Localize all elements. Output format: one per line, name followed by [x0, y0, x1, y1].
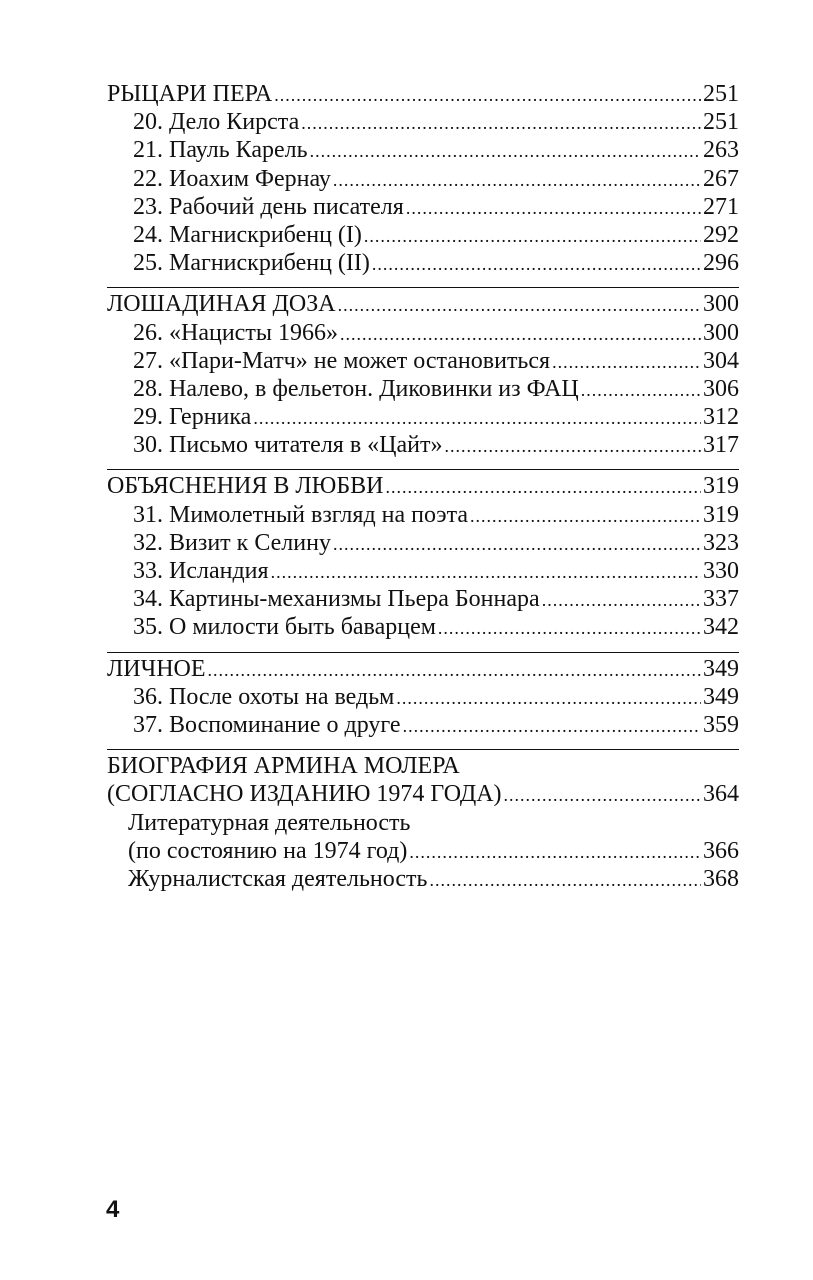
- leader-dots: [301, 109, 701, 137]
- entry-title: 31. Мимолетный взгляд на поэта: [133, 501, 469, 528]
- section-heading: [107, 80, 739, 108]
- toc-entry: [107, 193, 739, 221]
- section-title-continued: (СОГЛАСНО ИЗДАНИЮ 1974 ГОДА): [107, 781, 502, 808]
- entry-page: 251: [703, 109, 739, 136]
- toc-entry-continued: [107, 837, 739, 865]
- toc-section-knights: [107, 78, 739, 277]
- section-page: 251: [703, 81, 739, 107]
- entry-page: 300: [703, 319, 739, 346]
- toc-entry: [107, 221, 739, 249]
- entry-title-continued: (по состоянию на 1974 год): [128, 837, 408, 864]
- entry-page: 366: [703, 837, 739, 864]
- entry-title: Литературная деятельность: [128, 809, 411, 836]
- toc-entry: [107, 108, 739, 136]
- toc-entry: [107, 431, 739, 459]
- leader-dots: [429, 866, 701, 894]
- toc-entry: [107, 501, 739, 529]
- entry-page: 359: [703, 711, 739, 738]
- toc-entry: [107, 136, 739, 164]
- entry-title: 24. Магнискрибенц (I): [133, 221, 362, 248]
- section-heading: [107, 655, 739, 683]
- page-number: 4: [106, 1196, 120, 1223]
- toc-entry: [107, 585, 739, 613]
- toc-entry: [107, 865, 739, 893]
- entry-page: 317: [703, 432, 739, 459]
- toc-section-biography: [107, 749, 739, 893]
- entry-page: 337: [703, 586, 739, 613]
- leader-dots: [581, 376, 701, 404]
- entry-page: 312: [703, 404, 739, 431]
- toc-entry: [107, 613, 739, 641]
- toc-entry: [107, 557, 739, 585]
- leader-dots: [310, 137, 701, 165]
- toc-section-declarations: [107, 469, 739, 641]
- section-title: БИОГРАФИЯ АРМИНА МОЛЕРА: [107, 753, 460, 780]
- leader-dots: [445, 432, 702, 460]
- section-heading: [107, 472, 739, 500]
- entry-title: 36. После охоты на ведьм: [133, 683, 395, 710]
- section-title: ОБЪЯСНЕНИЯ В ЛЮБВИ: [107, 473, 384, 500]
- section-page: 364: [703, 781, 739, 808]
- leader-dots: [542, 586, 701, 614]
- toc-entry: [107, 249, 739, 277]
- leader-dots: [364, 222, 701, 250]
- entry-page: 263: [703, 137, 739, 164]
- entry-page: 323: [703, 529, 739, 556]
- entry-title: 35. О милости быть баварцем: [133, 614, 436, 641]
- entry-title: 22. Иоахим Фернау: [133, 165, 331, 192]
- leader-dots: [403, 712, 701, 740]
- leader-dots: [504, 781, 701, 809]
- entry-page: 330: [703, 558, 739, 584]
- entry-page: 267: [703, 165, 739, 192]
- leader-dots: [552, 348, 701, 376]
- section-heading: [107, 752, 739, 780]
- leader-dots: [274, 81, 701, 109]
- toc-entry: [107, 711, 739, 739]
- leader-dots: [372, 250, 701, 278]
- toc-section-personal: [107, 652, 739, 740]
- entry-page: 304: [703, 347, 739, 374]
- section-heading: [107, 290, 739, 318]
- entry-page: 342: [703, 614, 739, 641]
- entry-page: 292: [703, 221, 739, 248]
- entry-page: 319: [703, 501, 739, 528]
- leader-dots: [271, 558, 701, 586]
- leader-dots: [333, 530, 701, 558]
- leader-dots: [333, 166, 701, 194]
- section-page: 300: [703, 291, 739, 318]
- entry-title: 37. Воспоминание о друге: [133, 711, 401, 738]
- toc-entry: [107, 683, 739, 711]
- leader-dots: [208, 656, 701, 684]
- entry-page: 349: [703, 683, 739, 710]
- entry-title: 33. Исландия: [133, 558, 269, 584]
- table-of-contents: [107, 78, 739, 903]
- entry-title: Журналистская деятельность: [128, 865, 428, 892]
- entry-title: 32. Визит к Селину: [133, 529, 331, 556]
- leader-dots: [385, 473, 701, 501]
- toc-entry: [107, 319, 739, 347]
- toc-entry: [107, 403, 739, 431]
- entry-title: 30. Письмо читателя в «Цайт»: [133, 432, 443, 459]
- entry-title: 23. Рабочий день писателя: [133, 193, 404, 220]
- entry-page: 271: [703, 193, 739, 220]
- leader-dots: [438, 614, 701, 642]
- leader-dots: [253, 404, 701, 432]
- entry-title: 25. Магнискрибенц (II): [133, 250, 370, 277]
- entry-page: 368: [703, 865, 739, 892]
- section-title: ЛИЧНОЕ: [107, 655, 206, 682]
- entry-title: 29. Герника: [133, 404, 252, 431]
- leader-dots: [406, 194, 701, 222]
- entry-title: 26. «Нацисты 1966»: [133, 319, 338, 346]
- entry-title: 27. «Пари-Матч» не может остановиться: [133, 347, 551, 374]
- entry-page: 306: [703, 375, 739, 402]
- leader-dots: [396, 684, 701, 712]
- entry-title: 20. Дело Кирста: [133, 109, 300, 136]
- entry-title: 28. Налево, в фельетон. Диковинки из ФАЦ: [133, 375, 579, 402]
- entry-title: 21. Пауль Карель: [133, 137, 308, 164]
- toc-entry: [107, 809, 739, 837]
- section-title: РЫЦАРИ ПЕРА: [107, 81, 273, 107]
- leader-dots: [470, 502, 701, 530]
- leader-dots: [340, 320, 701, 348]
- section-heading-continued: [107, 780, 739, 808]
- leader-dots: [338, 291, 701, 319]
- toc-entry: [107, 529, 739, 557]
- leader-dots: [409, 838, 701, 866]
- section-page: 319: [703, 473, 739, 500]
- section-page: 349: [703, 655, 739, 682]
- entry-page: 296: [703, 250, 739, 277]
- entry-title: 34. Картины-механизмы Пьера Боннара: [133, 586, 540, 613]
- toc-section-horse-dose: [107, 287, 739, 459]
- toc-entry: [107, 165, 739, 193]
- section-title: ЛОШАДИНАЯ ДОЗА: [107, 291, 336, 318]
- toc-entry: [107, 347, 739, 375]
- toc-entry: [107, 375, 739, 403]
